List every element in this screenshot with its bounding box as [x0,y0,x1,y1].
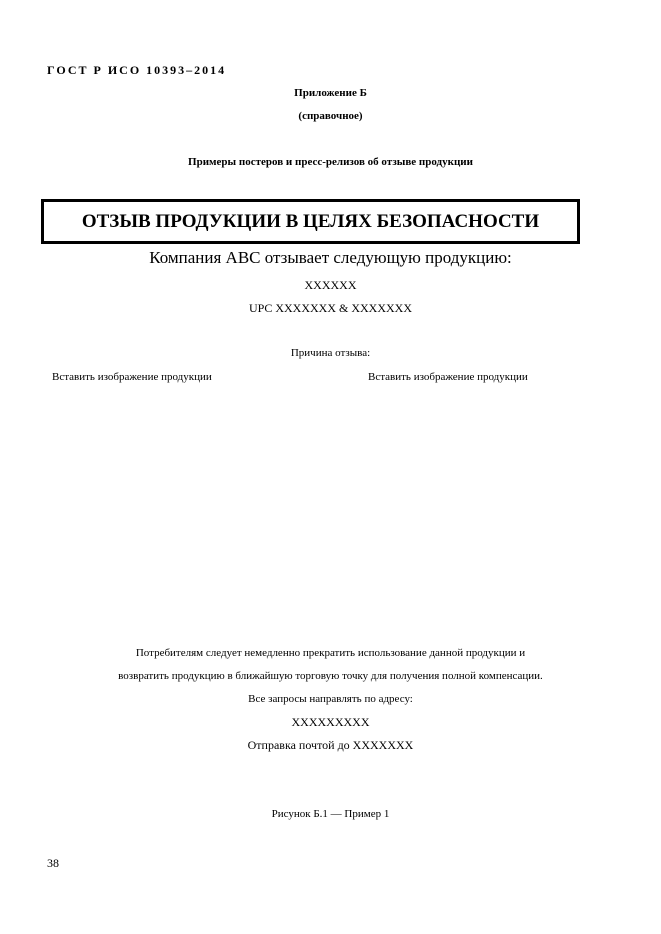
appendix-title: Приложение Б [294,87,367,99]
recall-reason-label: Причина отзыва: [290,347,371,359]
consumer-notice-line-2: возвратить продукцию в ближайшую торговую точку для получения полной компенсации. [118,670,543,682]
company-recall-statement: Компания АВС отзывает следующую продукцию: [149,248,512,267]
product-image-placeholder-left: Вставить изображение продукции [52,371,212,383]
inquiries-address: XXXXXXXXX [291,715,370,729]
section-title: Примеры постеров и пресс-релизов об отзыве продукции [188,156,473,168]
page-number: 38 [47,856,59,870]
appendix-type: (справочное) [298,110,363,122]
product-code: XXXXXX [304,278,357,292]
consumer-notice-line-1: Потребителям следует немедленно прекратить использование данной продукции и [135,647,526,659]
figure-caption: Рисунок Б.1 — Пример 1 [271,808,390,820]
recall-heading-box [41,199,580,244]
product-image-placeholder-right: Вставить изображение продукции [368,371,528,383]
upc-codes: UPC XXXXXXX & XXXXXXX [248,301,412,315]
mail-deadline: Отправка почтой до XXXXXXX [247,738,414,752]
standard-header: ГОСТ Р ИСО 10393–2014 [47,63,227,77]
inquiries-label: Все запросы направлять по адресу: [248,693,413,705]
recall-heading: ОТЗЫВ ПРОДУКЦИИ В ЦЕЛЯХ БЕЗОПАСНОСТИ [81,211,540,232]
